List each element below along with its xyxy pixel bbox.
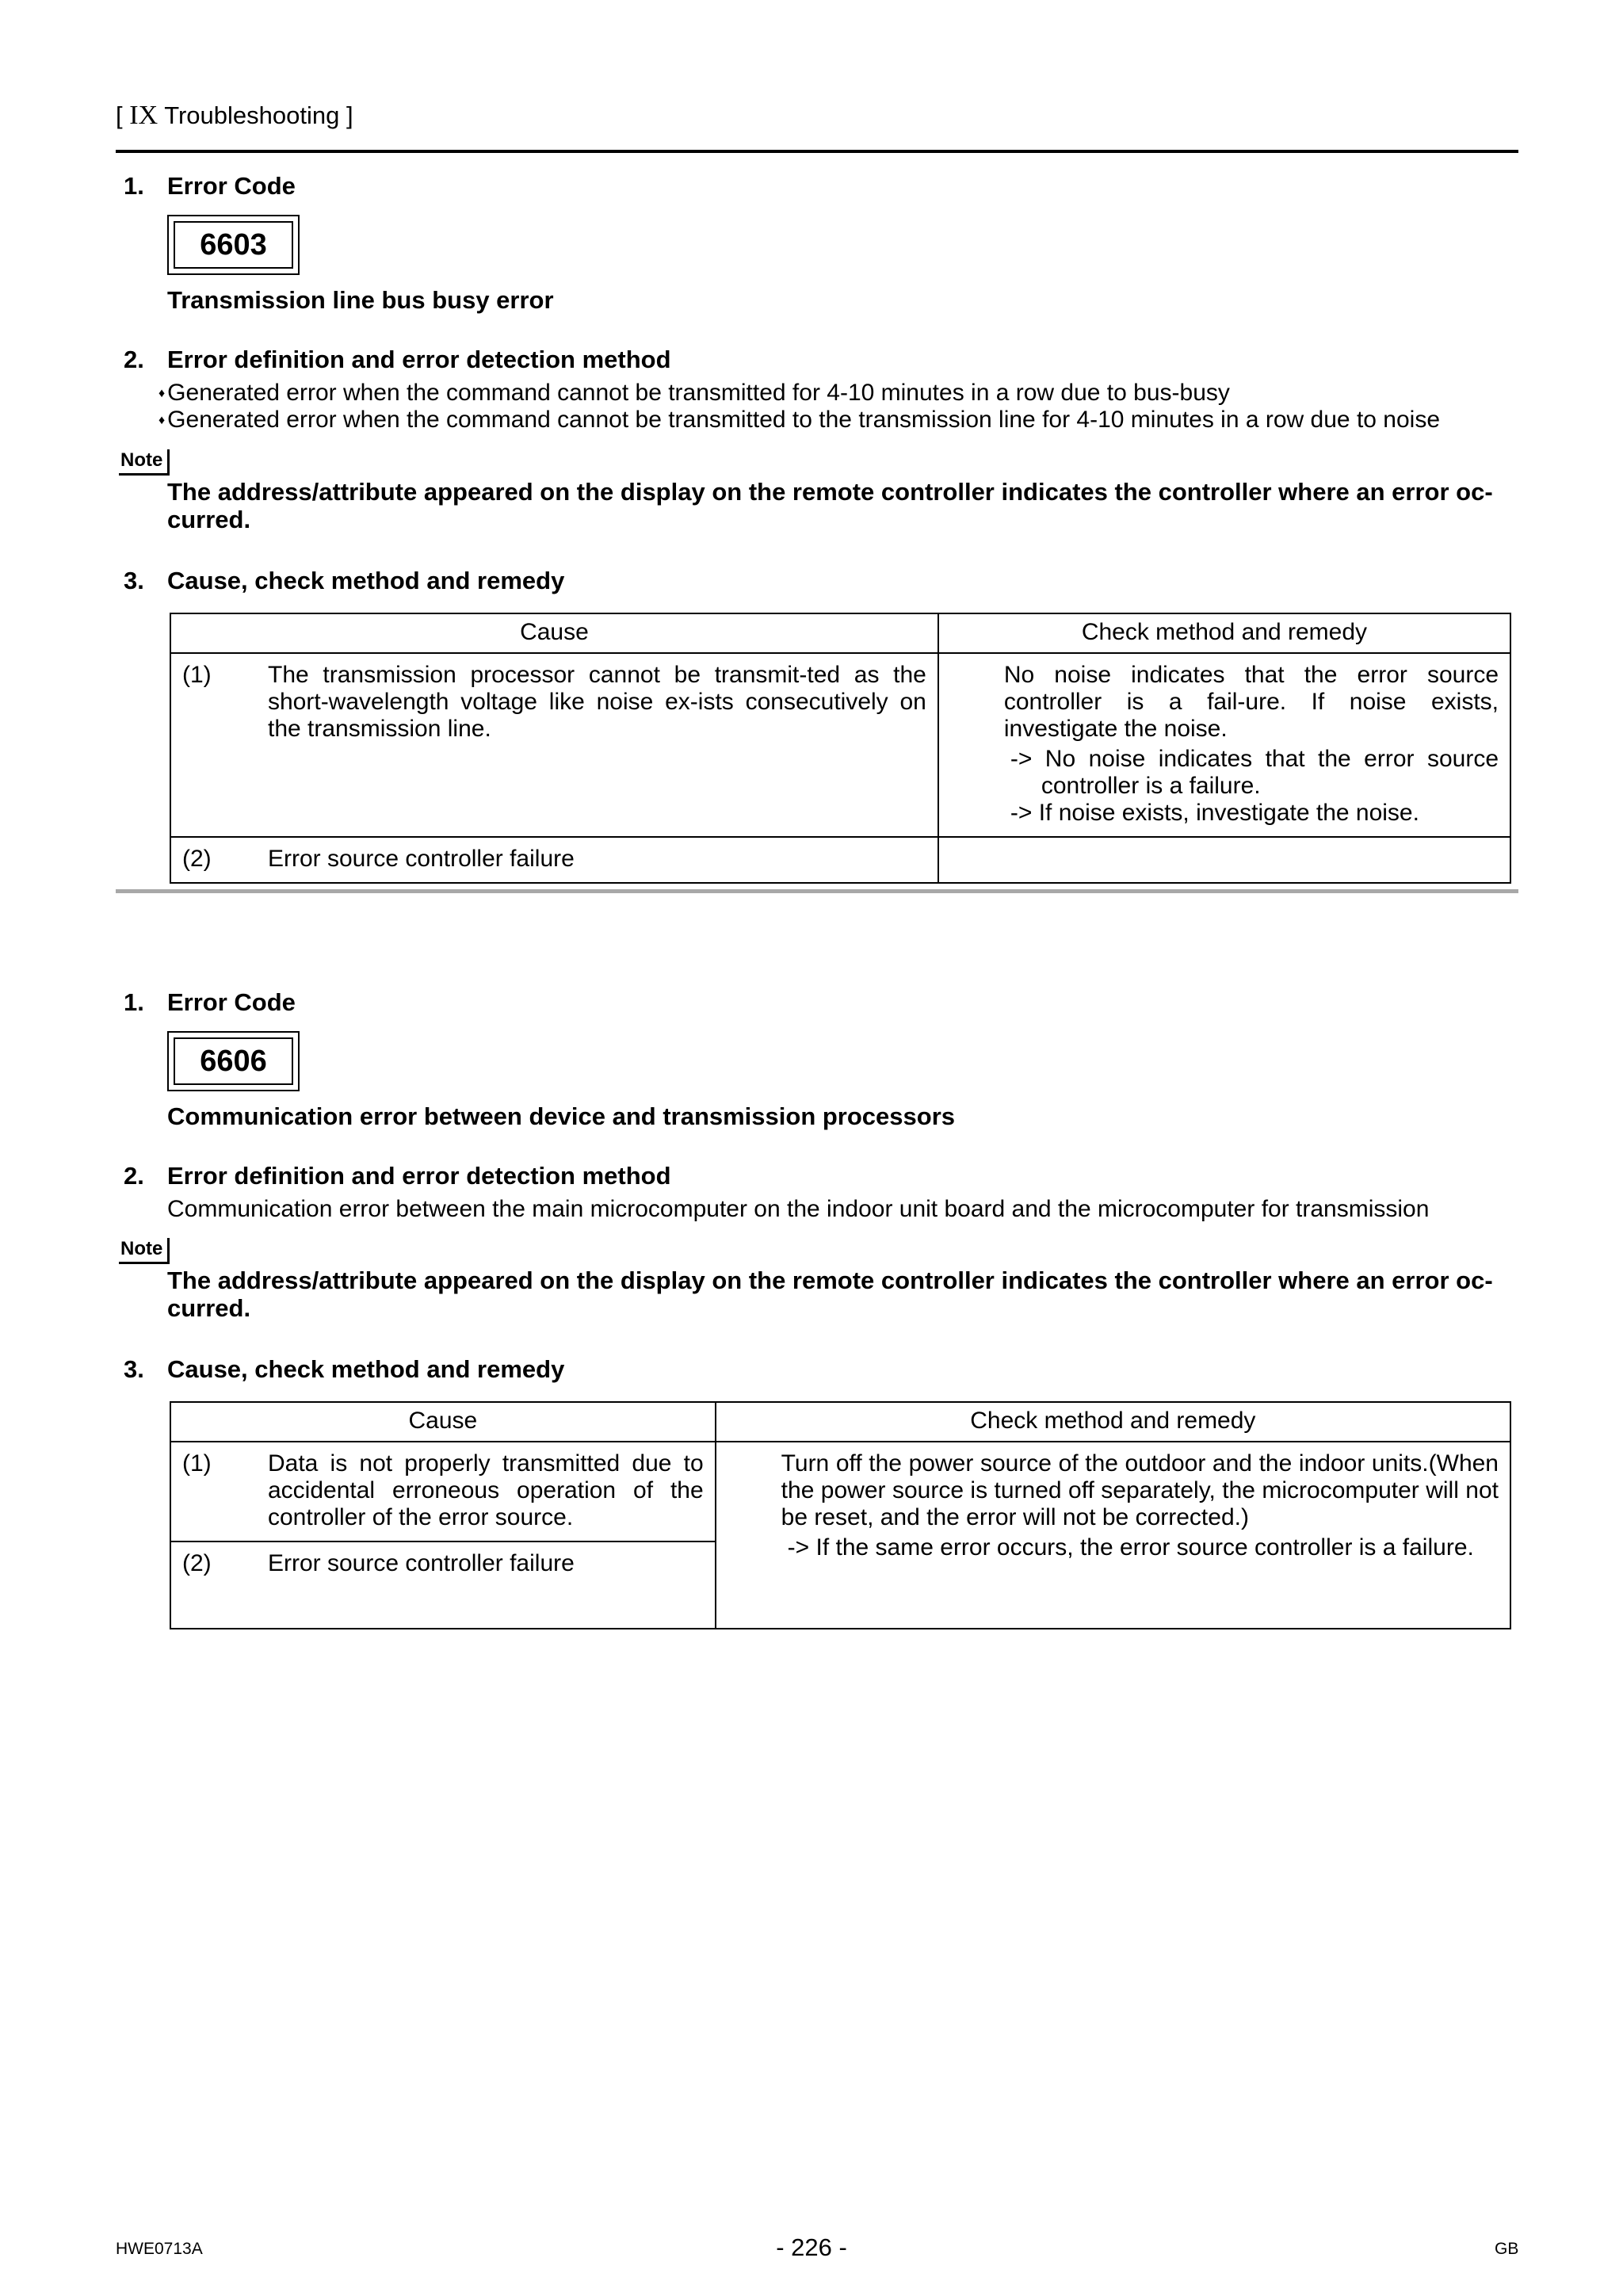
footer-doc-code: HWE0713A (116, 2240, 203, 2258)
section1-note-label: Note (119, 449, 170, 476)
section2-cause-table (170, 1401, 1511, 1629)
section1-definition-bullet (158, 379, 1230, 407)
row-cause: Error source controller failure (239, 837, 938, 883)
diamond-bullet-icon: ♦ (158, 387, 166, 400)
col-header-cause: Cause (170, 613, 938, 653)
running-header (116, 100, 353, 132)
row-number: (1) (170, 653, 239, 837)
col-header-cause: Cause (170, 1402, 716, 1442)
section2-error-code-heading: Error Code (167, 988, 296, 1016)
section1-definition-num: 2. (124, 346, 144, 373)
col-header-check: Check method and remedy (938, 613, 1510, 653)
row-number: (2) (170, 837, 239, 883)
table-row (170, 1442, 1510, 1541)
section1-definition-bullet-text: Generated error when the command cannot be transmitted for 4-10 minutes in a row due to bus-busy (167, 380, 1230, 406)
row-check-arrow: -> If the same error occurs, the error source controller is a failure. (787, 1534, 1474, 1561)
footer-region: GB (1495, 2240, 1519, 2258)
row-check-text: No noise indicates that the error source controller is a fail-ure. If noise exists, investigate the noise. (1003, 662, 1499, 742)
section2-cause-heading: Cause, check method and remedy (167, 1355, 565, 1383)
table-header-row (170, 613, 1510, 653)
table-header-row (170, 1402, 1510, 1442)
section1-definition-bullet (158, 406, 1440, 434)
row-check-text: Turn off the power source of the outdoor and the indoor units.(When the power source is turned off separately, the microcomputer will not be reset, and the error will not be corrected.) (781, 1450, 1499, 1530)
header-bracket: [ (116, 101, 123, 129)
section2-definition-num: 2. (124, 1162, 144, 1190)
table-row (170, 653, 1510, 837)
diamond-bullet-icon: ♦ (158, 414, 166, 427)
section1-definition-bullet-text: Generated error when the command cannot be transmitted to the transmission line for 4-10 minutes in a row due to noise (167, 407, 1441, 433)
section2-definition-text: Communication error between the main microcomputer on the indoor unit board and the microcomputer for transmission (167, 1196, 1430, 1222)
section2-note-text: The address/attribute appeared on the display on the remote controller indicates the controller where an error oc-curred. (167, 1266, 1493, 1322)
section1-definition-heading: Error definition and error detection method (167, 346, 671, 373)
row-number: (2) (170, 1541, 239, 1629)
row-check-arrow: -> No noise indicates that the error source controller is a failure. (1010, 746, 1499, 799)
section2-definition-heading: Error definition and error detection method (167, 1162, 671, 1190)
header-title: Troubleshooting ] (164, 101, 353, 129)
row-check-empty (938, 837, 1510, 883)
row-number: (1) (170, 1442, 239, 1541)
section2-error-code: 6606 (174, 1037, 293, 1085)
table-row (170, 837, 1510, 883)
section1-error-name: Transmission line bus busy error (167, 286, 554, 314)
footer-page-number: - 226 - (776, 2233, 847, 2261)
section-divider (116, 889, 1518, 893)
section1-note-text: The address/attribute appeared on the display on the remote controller indicates the controller where an error oc-curred. (167, 478, 1493, 533)
section1-cause-heading: Cause, check method and remedy (167, 567, 565, 594)
section2-error-name: Communication error between device and transmission processors (167, 1102, 956, 1130)
section1-error-code-heading: Error Code (167, 172, 296, 200)
section1-error-code-box (167, 215, 300, 275)
row-cause: Data is not properly transmitted due to accidental erroneous operation of the controller of the error source. (239, 1442, 716, 1541)
section2-error-code-box (167, 1031, 300, 1091)
row-check (938, 653, 1510, 837)
section1-error-code: 6603 (174, 221, 293, 269)
header-rule (116, 150, 1518, 153)
section2-cause-num: 3. (124, 1355, 144, 1383)
section2-error-code-num: 1. (124, 988, 144, 1016)
row-check (716, 1442, 1510, 1629)
row-cause: Error source controller failure (239, 1541, 716, 1629)
header-chapter-roman: IX (129, 101, 158, 130)
section1-cause-table (170, 613, 1511, 884)
col-header-check: Check method and remedy (716, 1402, 1510, 1442)
row-cause: The transmission processor cannot be transmit-ted as the short-wavelength voltage like noise ex-ists consecutively on the transmission line. (239, 653, 938, 837)
section1-error-code-num: 1. (124, 172, 144, 200)
section2-note-label: Note (119, 1238, 170, 1264)
section1-cause-num: 3. (124, 567, 144, 594)
row-check-arrow: -> If noise exists, investigate the noise. (1010, 800, 1419, 826)
